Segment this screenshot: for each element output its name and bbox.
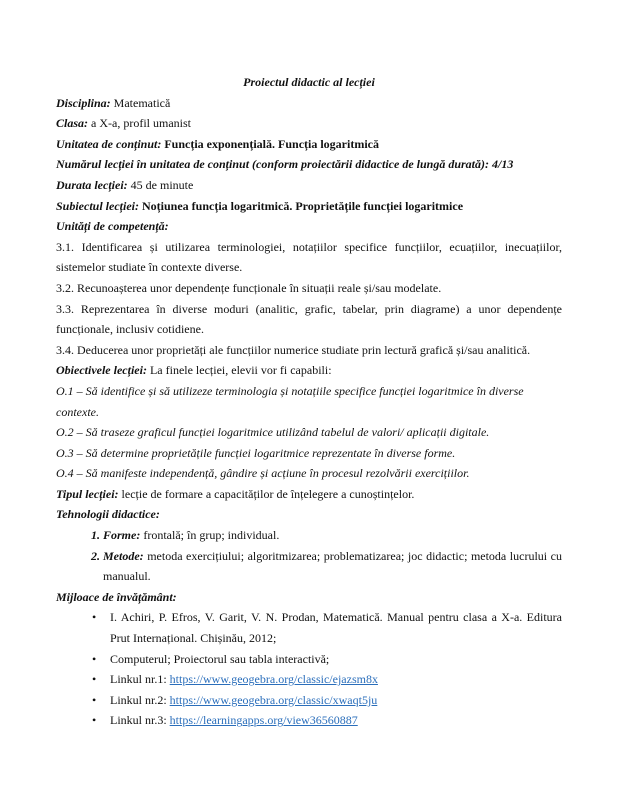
- unitatea-row: [56, 134, 562, 155]
- item-number: 2.: [91, 548, 100, 563]
- tipul-label: Tipul lecției:: [56, 486, 119, 501]
- tehnologii-item: [56, 525, 562, 546]
- item-number: 1.: [91, 528, 100, 543]
- obiectiv-item: O.3 – Să determine proprietățile funcției logaritmice reprezentate în diverse forme.: [56, 445, 456, 460]
- obiective-row: [56, 360, 562, 381]
- tipul-row: [56, 484, 562, 505]
- tipul-value: lecție de formare a capacităților de înțelegere a cunoștințelor.: [118, 486, 415, 501]
- durata-label: Durata lecției:: [56, 177, 128, 192]
- link-prefix: Linkul nr.1:: [110, 672, 170, 687]
- bullet-icon: •: [92, 672, 97, 687]
- clasa-value: a X-a, profil umanist: [88, 116, 191, 131]
- item-value: metoda exercițiului; algoritmizarea; problematizarea; joc didactic; metoda lucrului cu manualul.: [103, 548, 562, 584]
- mijloace-link-item: [56, 690, 562, 711]
- disciplina-row: [56, 93, 562, 114]
- mijloace-link-item: [56, 710, 562, 731]
- obiectiv-item: O.2 – Să traseze graficul funcției logaritmice utilizând tabelul de valori/ aplicații digitale.: [56, 425, 490, 440]
- mijloace-item: [56, 649, 562, 670]
- item-text: I. Achiri, P. Efros, V. Garit, V. N. Prodan, Matematică. Manual pentru clasa a X-a. Editura Prut Internațional. Chișinău, 2012;: [110, 610, 562, 646]
- document-title: Proiectul didactic al lecției: [243, 75, 375, 89]
- mijloace-item: [56, 607, 562, 648]
- competente-heading: Unități de competență:: [56, 219, 169, 234]
- mijloace-link-item: [56, 669, 562, 690]
- durata-value: 45 de minute: [127, 177, 194, 192]
- tehnologii-item: [56, 546, 562, 587]
- item-label: Forme:: [103, 528, 141, 543]
- obiective-label: Obiectivele lecției:: [56, 363, 147, 378]
- tehnologii-heading: Tehnologii didactice:: [56, 507, 160, 522]
- subiectul-row: [56, 196, 562, 217]
- document-page: [56, 72, 562, 731]
- item-value: frontală; în grup; individual.: [140, 528, 280, 543]
- unitatea-value: Funcția exponențială. Funcția logaritmică: [161, 136, 379, 151]
- competenta-item: 3.4. Deducerea unor proprietăți ale funcțiilor numerice studiate prin lectură grafică și/sau analitică.: [56, 342, 531, 357]
- item-text: Computerul; Proiectorul sau tabla interactivă;: [110, 651, 330, 666]
- bullet-icon: •: [92, 713, 97, 728]
- mijloace-heading: Mijloace de învățământ:: [56, 589, 177, 604]
- disciplina-label: Disciplina:: [56, 95, 111, 110]
- competenta-item: 3.2. Recunoașterea unor dependențe funcționale în situații reale și/sau modelate.: [56, 280, 442, 295]
- competenta-item: 3.3. Reprezentarea în diverse moduri (analitic, grafic, tabelar, prin diagrame) a unor dependențe funcționale, inclusiv cotidiene.: [56, 301, 562, 337]
- bullet-icon: •: [92, 610, 97, 625]
- bullet-icon: •: [92, 651, 97, 666]
- competenta-item: 3.1. Identificarea și utilizarea terminologiei, notațiilor specifice funcțiilor, ecuațiilor, inecuațiilor, sistemelor studiate în contexte diverse.: [56, 239, 562, 275]
- obiective-value: La finele lecției, elevii vor fi capabili:: [146, 363, 332, 378]
- clasa-label: Clasa:: [56, 116, 89, 131]
- unitatea-label: Unitatea de conținut:: [56, 136, 162, 151]
- link-prefix: Linkul nr.2:: [110, 692, 170, 707]
- geogebra-link-1[interactable]: https://www.geogebra.org/classic/ejazsm8x: [169, 672, 378, 687]
- clasa-row: [56, 113, 562, 134]
- bullet-icon: •: [92, 692, 97, 707]
- geogebra-link-2[interactable]: https://www.geogebra.org/classic/xwaqt5ju: [169, 692, 378, 707]
- durata-row: [56, 175, 562, 196]
- disciplina-value: Matematică: [110, 95, 171, 110]
- mijloace-list: [56, 607, 562, 731]
- obiectiv-item: O.1 – Să identifice și să utilizeze terminologia și notațiile specifice funcției logaritmice în diverse contexte.: [56, 383, 524, 419]
- item-label: Metode:: [103, 548, 144, 563]
- subiectul-value: Noțiunea funcția logaritmică. Proprietățile funcției logaritmice: [139, 198, 464, 213]
- learningapps-link[interactable]: https://learningapps.org/view36560887: [169, 713, 358, 728]
- numarul-label: Numărul lecției în unitatea de conținut (conform proiectării didactice de lungă durată): 4/13: [56, 157, 514, 172]
- obiectiv-item: O.4 – Să manifeste independență, gândire și acțiune în procesul rezolvării exercițiilor.: [56, 466, 470, 481]
- subiectul-label: Subiectul lecției:: [56, 198, 139, 213]
- numarul-row: [56, 154, 562, 175]
- link-prefix: Linkul nr.3:: [110, 713, 170, 728]
- tehnologii-list: [56, 525, 562, 587]
